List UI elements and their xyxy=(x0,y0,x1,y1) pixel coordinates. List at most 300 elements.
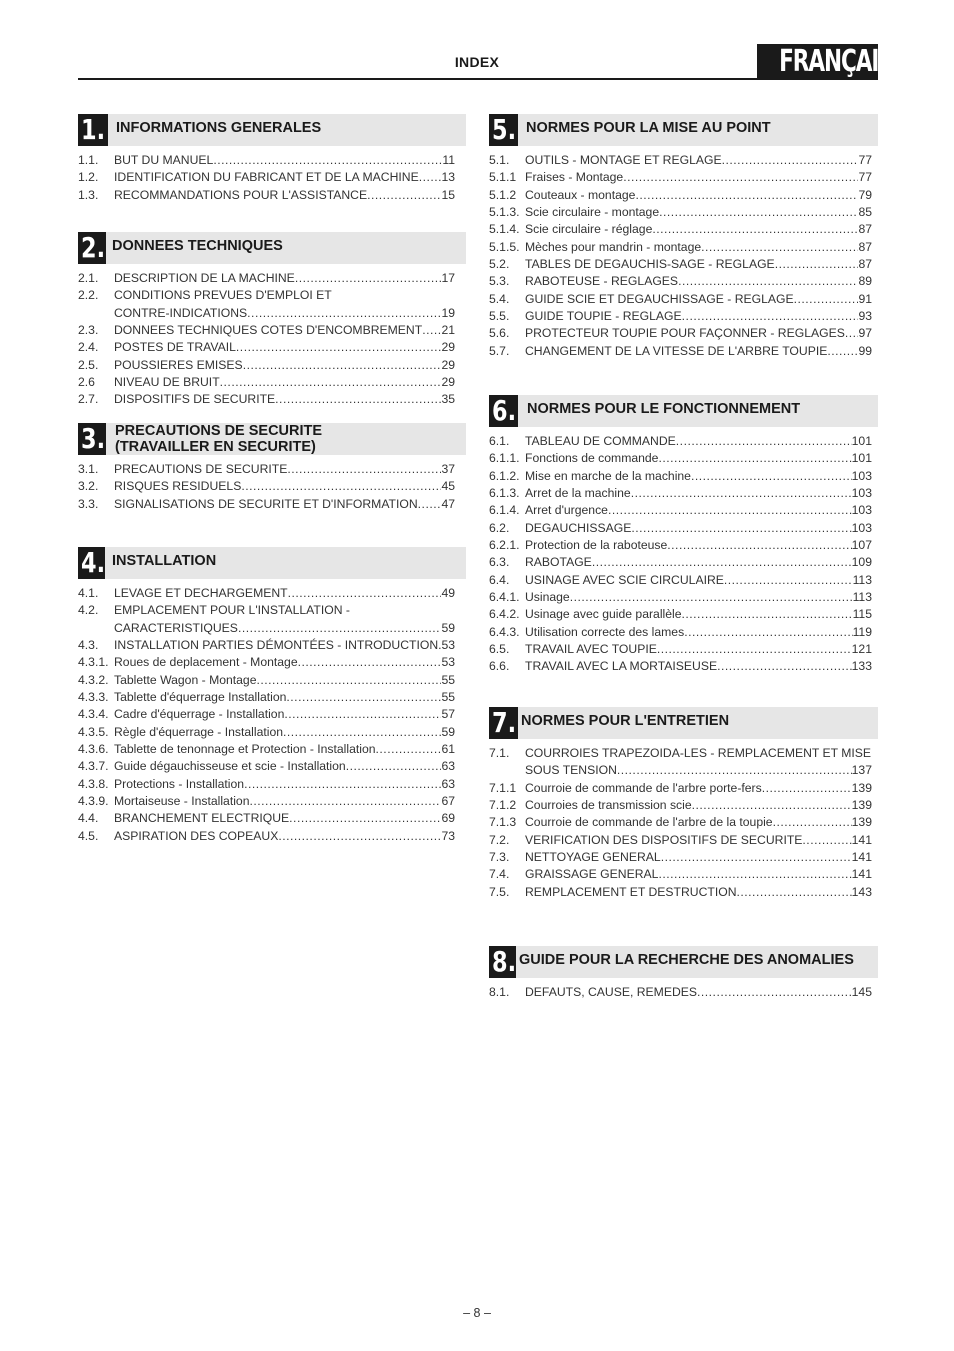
entry-number: 6.4.3. xyxy=(489,624,520,639)
entry-title: Usinage xyxy=(525,590,570,605)
section-header xyxy=(489,114,878,146)
toc-entry[interactable] xyxy=(489,537,872,554)
section-number-text: 6. xyxy=(492,394,517,427)
entry-number: 4.3.6. xyxy=(78,742,109,757)
section-number-text: 7. xyxy=(492,706,517,739)
entry-title: PRECAUTIONS DE SECURITE xyxy=(114,462,288,476)
index-section-7 xyxy=(489,707,878,901)
entry-leader-dots xyxy=(257,672,442,689)
toc-entry[interactable] xyxy=(489,624,872,641)
entry-title: RABOTEUSE - REGLAGES xyxy=(525,274,679,289)
entry-leader-dots xyxy=(617,762,852,779)
entry-title: BUT DU MANUEL xyxy=(114,153,214,167)
entry-number: 2.5. xyxy=(78,357,99,372)
entry-title: Courroie de commande de l'arbre de la toupie xyxy=(525,815,773,830)
toc-entry[interactable] xyxy=(78,169,455,186)
entry-number: 6.2.1. xyxy=(489,538,520,553)
toc-entry[interactable] xyxy=(489,204,872,221)
entry-title: BRANCHEMENT ELECTRIQUE xyxy=(114,811,290,826)
toc-entry[interactable] xyxy=(78,357,455,374)
entry-number: 4.3.1. xyxy=(78,655,109,670)
entry-page: 37 xyxy=(441,462,455,476)
toc-entry[interactable] xyxy=(78,620,455,637)
entry-title: TABLES DE DEGAUCHIS-SAGE - REGLAGE xyxy=(525,257,775,272)
entry-title: RISQUES RESIDUELS xyxy=(114,479,242,494)
entry-number: 4.3.5. xyxy=(78,724,109,739)
entry-page: 87 xyxy=(858,257,872,272)
toc-entry[interactable] xyxy=(78,478,455,495)
entry-title: Scie circulaire - réglage xyxy=(525,222,653,237)
entry-title: Usinage avec guide parallèle xyxy=(525,607,682,622)
entry-number: 4.3. xyxy=(78,638,99,653)
entry-number: 5.2. xyxy=(489,257,510,272)
entry-page: 29 xyxy=(441,340,455,355)
entry-title: Mèches pour mandrin - montage xyxy=(525,239,702,254)
entry-page: 145 xyxy=(851,985,872,999)
section-title xyxy=(521,713,729,729)
entry-leader-dots xyxy=(658,450,851,467)
section-title-line: GUIDE POUR LA RECHERCHE DES ANOMALIES xyxy=(519,952,854,968)
entry-title: Règle d'équerrage - Installation xyxy=(114,724,283,739)
entry-page: 85 xyxy=(858,205,872,220)
entry-title: DESCRIPTION DE LA MACHINE xyxy=(114,271,295,285)
entry-title: PROTECTEUR TOUPIE POUR FAÇONNER - REGLAGES xyxy=(525,326,845,341)
entry-page: 137 xyxy=(851,763,872,778)
entry-title: Mortaiseuse - Installation xyxy=(114,794,250,809)
section-number xyxy=(489,395,518,427)
entry-leader-dots xyxy=(238,620,442,637)
toc-entry[interactable] xyxy=(489,572,872,589)
entry-title: TRAVAIL AVEC LA MORTAISEUSE xyxy=(525,659,718,674)
entry-page: 113 xyxy=(852,572,872,587)
section-entries xyxy=(78,152,455,204)
toc-entry[interactable] xyxy=(78,741,455,758)
entry-leader-dots xyxy=(570,589,853,606)
section-header xyxy=(489,946,878,978)
entry-page: 101 xyxy=(851,451,872,466)
entry-title: Courroies de transmission scie xyxy=(525,798,692,813)
entry-page: 53 xyxy=(441,638,455,653)
toc-entry[interactable] xyxy=(78,270,455,287)
entry-number: 7.1.2 xyxy=(489,798,517,813)
toc-entry[interactable] xyxy=(78,724,455,741)
section-entries xyxy=(78,461,455,513)
toc-entry[interactable] xyxy=(78,305,455,322)
section-entries xyxy=(489,433,872,676)
entry-number: 7.3. xyxy=(489,850,510,865)
toc-entry[interactable] xyxy=(489,984,872,1001)
entry-number: 5.3. xyxy=(489,274,510,289)
entry-leader-dots xyxy=(676,433,852,450)
entry-leader-dots xyxy=(289,810,441,827)
entry-number: 7.4. xyxy=(489,867,510,882)
index-section-6 xyxy=(489,395,878,676)
entry-number: 6.1.3. xyxy=(489,486,520,501)
entry-title: SOUS TENSION xyxy=(525,763,617,778)
section-title-line: (TRAVAILLER EN SECURITE) xyxy=(115,439,316,455)
entry-title: Tablette Wagon - Montage xyxy=(114,672,257,687)
entry-title: CONTRE-INDICATIONS xyxy=(114,305,248,320)
section-title-line: NORMES POUR LE FONCTIONNEMENT xyxy=(527,401,801,417)
section-number-text: 5. xyxy=(492,113,517,146)
entry-title: VERIFICATION DES DISPOSITIFS DE SECURITE xyxy=(525,832,803,847)
entry-page: 79 xyxy=(858,187,872,202)
entry-leader-dots xyxy=(802,832,851,849)
entry-leader-dots xyxy=(692,797,852,814)
entry-number: 5.1.2 xyxy=(489,187,517,202)
entry-leader-dots xyxy=(667,537,851,554)
entry-leader-dots xyxy=(794,291,859,308)
section-title-line: PRECAUTIONS DE SECURITE xyxy=(115,423,323,439)
entry-leader-dots xyxy=(701,239,858,256)
toc-entry[interactable] xyxy=(489,169,872,186)
entry-title: Mise en marche de la machine xyxy=(525,468,691,483)
section-header xyxy=(489,395,878,427)
section-number xyxy=(489,946,516,978)
section-title xyxy=(527,401,800,417)
entry-leader-dots xyxy=(275,391,441,408)
entry-number: 6.6. xyxy=(489,659,510,674)
toc-entry[interactable] xyxy=(78,602,455,619)
toc-entry[interactable] xyxy=(78,689,455,706)
entry-page: 53 xyxy=(441,655,455,670)
entry-page: 109 xyxy=(851,555,872,570)
toc-entry[interactable] xyxy=(489,468,872,485)
entry-title: COURROIES TRAPEZOIDA-LES - REMPLACEMENT ET MISE xyxy=(525,746,872,760)
entry-page: 29 xyxy=(441,357,455,372)
entry-leader-dots xyxy=(295,270,442,287)
toc-entry[interactable] xyxy=(489,606,872,623)
entry-page: 103 xyxy=(851,468,872,483)
entry-number: 5.4. xyxy=(489,291,510,306)
index-section-3 xyxy=(78,423,466,513)
section-entries xyxy=(78,585,455,845)
entry-number: 4.1. xyxy=(78,586,99,600)
entry-leader-dots xyxy=(278,828,441,845)
toc-entry[interactable] xyxy=(78,374,455,391)
entry-number: 8.1. xyxy=(489,985,510,999)
entry-number: 2.7. xyxy=(78,392,99,407)
entry-page: 21 xyxy=(441,323,455,338)
entry-number: 4.3.7. xyxy=(78,759,109,774)
toc-entry[interactable] xyxy=(78,322,455,339)
entry-page: 139 xyxy=(851,815,872,830)
entry-title: Protection de la raboteuse xyxy=(525,538,668,553)
toc-entry[interactable] xyxy=(489,485,872,502)
entry-title: Guide dégauchisseuse et scie - Installation xyxy=(114,759,346,774)
toc-entry[interactable] xyxy=(489,221,872,238)
entry-page: 55 xyxy=(441,672,455,687)
section-title xyxy=(115,423,322,455)
entry-page: 49 xyxy=(441,586,455,600)
entry-title: Arret d'urgence xyxy=(525,503,608,518)
entry-page: 63 xyxy=(441,759,455,774)
entry-number: 4.2. xyxy=(78,603,99,618)
toc-entry[interactable] xyxy=(489,450,872,467)
entry-number xyxy=(78,620,114,637)
toc-entry[interactable] xyxy=(78,461,455,478)
toc-entry[interactable] xyxy=(78,758,455,775)
entry-number: 5.1.4. xyxy=(489,222,520,237)
entry-page: 133 xyxy=(851,659,872,674)
section-entries xyxy=(489,745,872,901)
section-title-line: INSTALLATION xyxy=(112,553,217,569)
entry-page: 89 xyxy=(858,274,872,289)
entry-page: 99 xyxy=(858,343,872,358)
entry-page: 139 xyxy=(851,780,872,795)
entry-title: Roues de deplacement - Montage xyxy=(114,655,298,670)
toc-entry[interactable] xyxy=(489,152,872,169)
entry-leader-dots xyxy=(298,654,442,671)
entry-page: 29 xyxy=(441,375,455,390)
entry-page: 15 xyxy=(441,187,455,202)
section-number xyxy=(78,114,108,146)
section-title-line: DONNEES TECHNIQUES xyxy=(112,238,283,254)
entry-leader-dots xyxy=(623,169,858,186)
section-number xyxy=(78,232,106,264)
entry-number: 6.3. xyxy=(489,555,510,570)
entry-title: IDENTIFICATION DU FABRICANT ET DE LA MACHINE xyxy=(114,170,419,185)
toc-entry[interactable] xyxy=(489,343,872,360)
toc-entry[interactable] xyxy=(489,554,872,571)
entry-leader-dots xyxy=(418,496,442,513)
entry-page: 67 xyxy=(441,794,455,809)
entry-leader-dots xyxy=(213,152,442,169)
section-number xyxy=(489,114,518,146)
entry-page: 11 xyxy=(442,153,455,167)
entry-leader-dots xyxy=(284,706,441,723)
entry-leader-dots xyxy=(236,339,442,356)
toc-entry[interactable] xyxy=(489,520,872,537)
entry-title: DISPOSITIFS DE SECURITE xyxy=(114,392,276,407)
entry-title: GRAISSAGE GENERAL xyxy=(525,867,659,882)
entry-leader-dots xyxy=(249,793,441,810)
entry-leader-dots xyxy=(346,758,442,775)
section-header xyxy=(78,547,466,579)
entry-leader-dots xyxy=(376,741,442,758)
entry-leader-dots xyxy=(244,776,441,793)
toc-entry[interactable] xyxy=(489,745,872,762)
toc-entry[interactable] xyxy=(489,187,872,204)
entry-title: NETTOYAGE GENERAL xyxy=(525,850,661,865)
entry-number: 2.1. xyxy=(78,271,99,285)
entry-number: 4.3.9. xyxy=(78,794,109,809)
entry-title: Fonctions de commande xyxy=(525,451,659,466)
section-header xyxy=(78,232,466,264)
toc-entry[interactable] xyxy=(489,433,872,450)
entry-leader-dots xyxy=(657,641,852,658)
entry-number: 3.1. xyxy=(78,462,99,476)
entry-leader-dots xyxy=(659,204,858,221)
toc-entry[interactable] xyxy=(489,797,872,814)
entry-page: 139 xyxy=(851,798,872,813)
entry-page: 107 xyxy=(851,538,872,553)
entry-number: 6.4.1. xyxy=(489,590,520,605)
entry-title: GUIDE TOUPIE - REGLAGE xyxy=(525,309,682,324)
section-number-text: 2. xyxy=(81,231,106,264)
toc-entry[interactable] xyxy=(78,810,455,827)
entry-leader-dots xyxy=(241,478,441,495)
toc-entry[interactable] xyxy=(78,776,455,793)
entry-number: 7.1.1 xyxy=(489,780,517,795)
entry-page: 47 xyxy=(441,496,455,511)
entry-title: POSTES DE TRAVAIL xyxy=(114,340,236,355)
entry-page: 97 xyxy=(858,326,872,341)
entry-leader-dots xyxy=(631,485,852,502)
entry-page: 103 xyxy=(851,503,872,518)
entry-number: 2.4. xyxy=(78,340,99,355)
entry-number: 7.2. xyxy=(489,832,510,847)
entry-leader-dots xyxy=(287,461,441,478)
entry-page: 119 xyxy=(852,624,872,639)
entry-leader-dots xyxy=(773,814,852,831)
entry-leader-dots xyxy=(220,374,442,391)
entry-leader-dots xyxy=(724,572,853,589)
entry-leader-dots xyxy=(845,325,859,342)
entry-title: OUTILS - MONTAGE ET REGLAGE xyxy=(525,153,722,167)
section-number-text: 1. xyxy=(81,113,106,146)
entry-leader-dots xyxy=(775,256,859,273)
toc-entry[interactable] xyxy=(489,814,872,831)
toc-entry[interactable] xyxy=(489,641,872,658)
toc-entry[interactable] xyxy=(78,187,455,204)
toc-entry[interactable] xyxy=(78,706,455,723)
toc-entry[interactable] xyxy=(78,496,455,513)
toc-entry[interactable] xyxy=(489,589,872,606)
toc-entry[interactable] xyxy=(489,832,872,849)
toc-entry[interactable] xyxy=(78,828,455,845)
entry-title: TABLEAU DE COMMANDE xyxy=(525,434,676,448)
entry-title: POUSSIERES EMISES xyxy=(114,357,243,372)
toc-entry[interactable] xyxy=(489,866,872,883)
entry-number: 5.1. xyxy=(489,153,510,167)
entry-page: 73 xyxy=(441,828,455,843)
entry-title: Tablette d'équerrage Installation xyxy=(114,690,287,705)
index-section-4 xyxy=(78,547,466,845)
entry-leader-dots xyxy=(682,606,853,623)
section-header xyxy=(489,707,878,739)
entry-title: CARACTERISTIQUES xyxy=(114,620,238,635)
toc-entry[interactable] xyxy=(489,780,872,797)
entry-number: 6.5. xyxy=(489,642,510,657)
toc-entry[interactable] xyxy=(78,672,455,689)
entry-number: 1.2. xyxy=(78,170,99,185)
entry-leader-dots xyxy=(682,308,859,325)
toc-entry[interactable] xyxy=(78,152,455,169)
toc-entry[interactable] xyxy=(489,308,872,325)
section-title-line: NORMES POUR LA MISE AU POINT xyxy=(526,120,771,136)
entry-title: DONNEES TECHNIQUES COTES D'ENCOMBREMENT xyxy=(114,323,423,338)
toc-entry[interactable] xyxy=(489,849,872,866)
toc-entry[interactable] xyxy=(78,654,455,671)
header-rule xyxy=(78,78,758,80)
entry-number: 2.6 xyxy=(78,375,95,390)
section-title-line: INFORMATIONS GENERALES xyxy=(116,120,322,136)
entry-leader-dots xyxy=(243,357,442,374)
entry-number: 1.1. xyxy=(78,153,99,167)
entry-page: 13 xyxy=(441,170,455,185)
toc-entry[interactable] xyxy=(489,291,872,308)
toc-entry[interactable] xyxy=(489,273,872,290)
entry-leader-dots xyxy=(422,322,441,339)
entry-title: Scie circulaire - montage xyxy=(525,205,660,220)
toc-entry[interactable] xyxy=(489,658,872,675)
toc-entry[interactable] xyxy=(78,637,455,654)
toc-entry[interactable] xyxy=(489,256,872,273)
entry-title: Tablette de tenonnage et Protection - Installation xyxy=(114,742,376,757)
section-number-text: 8. xyxy=(492,945,517,978)
toc-entry[interactable] xyxy=(78,339,455,356)
entry-page: 63 xyxy=(441,776,455,791)
entry-number: 7.1. xyxy=(489,746,510,760)
entry-leader-dots xyxy=(247,305,441,322)
entry-number: 4.5. xyxy=(78,828,99,843)
entry-title: LEVAGE ET DECHARGEMENT xyxy=(114,586,288,600)
entry-leader-dots xyxy=(661,849,852,866)
entry-title: CHANGEMENT DE LA VITESSE DE L'ARBRE TOUPIE xyxy=(525,343,828,358)
entry-page: 101 xyxy=(851,434,872,448)
entry-leader-dots xyxy=(631,520,851,537)
entry-leader-dots xyxy=(717,658,852,675)
toc-entry[interactable] xyxy=(78,391,455,408)
section-entries xyxy=(489,984,872,1001)
entry-page: 59 xyxy=(441,724,455,739)
entry-number: 1.3. xyxy=(78,187,99,202)
toc-entry[interactable] xyxy=(78,585,455,602)
entry-page: 141 xyxy=(851,867,872,882)
toc-entry[interactable] xyxy=(489,884,872,901)
entry-leader-dots xyxy=(419,169,442,186)
entry-page: 113 xyxy=(852,590,872,605)
toc-entry[interactable] xyxy=(78,287,455,304)
entry-title: Protections - Installation xyxy=(114,776,245,791)
index-section-5 xyxy=(489,114,878,360)
entry-leader-dots xyxy=(286,689,441,706)
toc-entry[interactable] xyxy=(489,502,872,519)
entry-number: 5.7. xyxy=(489,343,510,358)
entry-number: 6.4.2. xyxy=(489,607,520,622)
toc-entry[interactable] xyxy=(489,239,872,256)
entry-leader-dots xyxy=(658,866,851,883)
toc-entry[interactable] xyxy=(489,762,872,779)
language-label: FRANÇAIS xyxy=(779,44,893,79)
entry-title: USINAGE AVEC SCIE CIRCULAIRE xyxy=(525,572,724,587)
section-title xyxy=(526,120,771,136)
toc-entry[interactable] xyxy=(489,325,872,342)
entry-number: 4.3.3. xyxy=(78,690,109,705)
entry-page: 91 xyxy=(858,291,872,306)
entry-number: 4.3.2. xyxy=(78,672,109,687)
entry-leader-dots xyxy=(652,221,858,238)
entry-page: 55 xyxy=(441,690,455,705)
entry-leader-dots xyxy=(691,468,852,485)
entry-page: 87 xyxy=(858,222,872,237)
entry-page: 141 xyxy=(851,850,872,865)
entry-title: REMPLACEMENT ET DESTRUCTION xyxy=(525,884,737,899)
toc-entry[interactable] xyxy=(78,793,455,810)
section-number-text: 4. xyxy=(81,546,106,579)
section-title xyxy=(112,553,216,569)
section-title-line: NORMES POUR L'ENTRETIEN xyxy=(521,713,730,729)
entry-leader-dots xyxy=(684,624,852,641)
entry-number: 7.5. xyxy=(489,884,510,899)
section-entries xyxy=(489,152,872,360)
entry-page: 35 xyxy=(441,392,455,407)
entry-number: 5.1.3. xyxy=(489,205,520,220)
entry-title: TRAVAIL AVEC TOUPIE xyxy=(525,642,657,657)
entry-number: 4.3.4. xyxy=(78,707,109,722)
entry-leader-dots xyxy=(608,502,852,519)
